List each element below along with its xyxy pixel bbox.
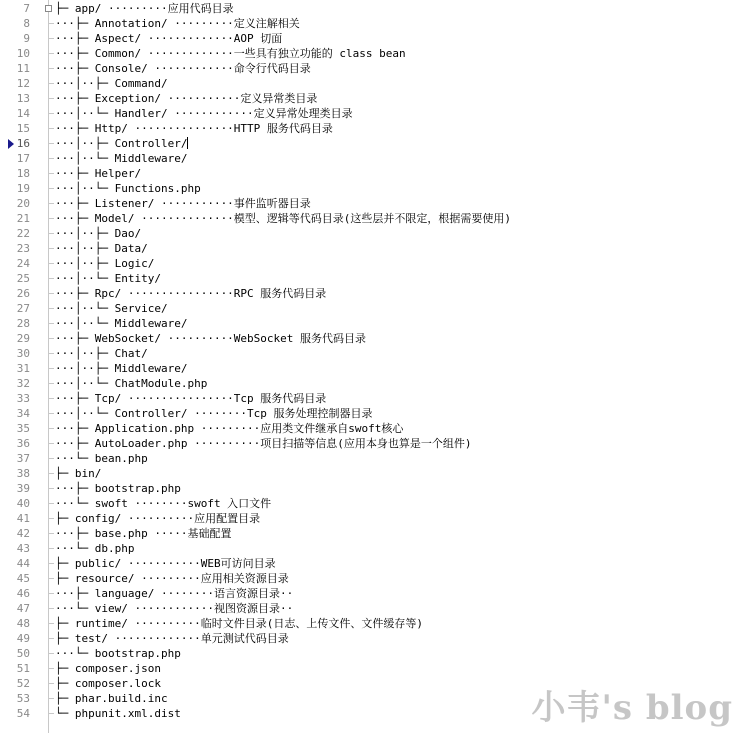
fold-guide-tick <box>48 113 54 114</box>
code-text[interactable] <box>55 706 181 721</box>
line-number: 12 <box>16 77 30 90</box>
code-text[interactable] <box>55 661 161 676</box>
fold-guide-tick <box>48 428 54 429</box>
code-line[interactable] <box>0 331 741 346</box>
fold-guide-tick <box>48 68 54 69</box>
code-text[interactable] <box>55 286 326 301</box>
code-text[interactable] <box>55 1 234 16</box>
fold-guide-tick <box>48 518 54 519</box>
fold-guide-tick <box>48 218 54 219</box>
code-line-text: ···├─ AutoLoader.php ··········项目扫描等信息(应用本身也算是一个组件) <box>55 437 472 450</box>
line-number: 33 <box>16 392 30 405</box>
code-line-text: ···└─ bootstrap.php <box>55 647 181 660</box>
line-number: 16 <box>16 137 30 150</box>
code-line[interactable] <box>0 586 741 601</box>
code-line-text: ···├─ Annotation/ ·········定义注解相关 <box>55 17 300 30</box>
code-text[interactable] <box>55 481 181 496</box>
fold-guide-tick <box>48 713 54 714</box>
code-line[interactable] <box>0 286 741 301</box>
code-line-text: ├─ app/ ·········应用代码目录 <box>55 2 234 15</box>
fold-guide-tick <box>48 383 54 384</box>
code-text[interactable] <box>55 436 472 451</box>
line-number: 11 <box>16 62 30 75</box>
code-text[interactable] <box>55 646 181 661</box>
line-number: 41 <box>16 512 30 525</box>
code-line-text: ···├─ Tcp/ ················Tcp 服务代码目录 <box>55 392 327 405</box>
line-number: 24 <box>16 257 30 270</box>
code-text[interactable] <box>55 166 141 181</box>
line-number: 26 <box>16 287 30 300</box>
line-number: 42 <box>16 527 30 540</box>
code-line[interactable] <box>0 571 741 586</box>
code-line[interactable] <box>0 76 741 91</box>
code-line[interactable] <box>0 646 741 661</box>
code-text[interactable] <box>55 211 511 226</box>
code-line-text: ···├─ WebSocket/ ··········WebSocket 服务代码目录 <box>55 332 367 345</box>
fold-guide-tick <box>48 248 54 249</box>
line-number: 50 <box>16 647 30 660</box>
fold-guide-tick <box>48 323 54 324</box>
code-line-text: ···├─ Model/ ··············模型、逻辑等代码目录(这些层并不限定，根据需要使用) <box>55 212 512 225</box>
code-text[interactable] <box>55 226 141 241</box>
code-line-text: ├─ test/ ·············单元测试代码目录 <box>55 632 289 645</box>
code-line-text: ···│··├─ Controller/ <box>55 137 188 150</box>
code-text[interactable] <box>55 526 231 541</box>
code-text[interactable] <box>55 46 406 61</box>
line-number: 7 <box>23 2 30 15</box>
code-line[interactable] <box>0 346 741 361</box>
line-number: 22 <box>16 227 30 240</box>
code-text[interactable] <box>55 91 317 106</box>
fold-guide-tick <box>48 278 54 279</box>
code-text[interactable] <box>55 346 148 361</box>
code-text[interactable] <box>55 451 148 466</box>
fold-guide-tick <box>48 503 54 504</box>
fold-guide-tick <box>48 173 54 174</box>
fold-guide-tick <box>48 668 54 669</box>
code-line-text: ├─ resource/ ·········应用相关资源目录 <box>55 572 289 585</box>
fold-guide-tick <box>48 83 54 84</box>
line-number: 54 <box>16 707 30 720</box>
fold-guide-tick <box>48 368 54 369</box>
code-line[interactable] <box>0 526 741 541</box>
code-text[interactable] <box>55 76 168 91</box>
code-line[interactable] <box>0 196 741 211</box>
code-text[interactable] <box>55 61 311 76</box>
code-line[interactable] <box>0 106 741 121</box>
fold-guide-tick <box>48 308 54 309</box>
fold-guide-tick <box>48 638 54 639</box>
fold-guide-tick <box>48 128 54 129</box>
code-line[interactable] <box>0 46 741 61</box>
code-line-text: ···│··└─ Middleware/ <box>55 152 188 165</box>
code-text[interactable] <box>55 691 168 706</box>
line-number: 8 <box>23 17 30 30</box>
code-line[interactable] <box>0 421 741 436</box>
code-text[interactable] <box>55 151 187 166</box>
code-line[interactable] <box>0 91 741 106</box>
code-line-text: ···├─ Common/ ·············一些具有独立功能的 class bean <box>55 47 406 60</box>
code-line-text: ···├─ Http/ ···············HTTP 服务代码目录 <box>55 122 333 135</box>
line-number: 10 <box>16 47 30 60</box>
code-line[interactable] <box>0 136 741 151</box>
code-line-text: ···│··└─ ChatModule.php <box>55 377 208 390</box>
code-text[interactable] <box>55 121 333 136</box>
code-line-text: ···│··├─ Dao/ <box>55 227 142 240</box>
fold-guide-tick <box>48 443 54 444</box>
fold-guide-tick <box>48 593 54 594</box>
code-line[interactable] <box>0 406 741 421</box>
code-line-text: ├─ runtime/ ··········临时文件目录(日志、上传文件、文件缓存等) <box>55 617 423 630</box>
fold-guide-tick <box>48 698 54 699</box>
code-line-text: ···├─ Rpc/ ················RPC 服务代码目录 <box>55 287 327 300</box>
code-text[interactable] <box>55 421 403 436</box>
code-line[interactable] <box>0 436 741 451</box>
fold-guide-tick <box>48 353 54 354</box>
fold-guide-tick <box>48 398 54 399</box>
code-line-text: ···├─ Exception/ ···········定义异常类目录 <box>55 92 318 105</box>
code-line-text: ···│··├─ Data/ <box>55 242 148 255</box>
code-text[interactable] <box>55 496 271 511</box>
fold-guide-tick <box>48 548 54 549</box>
code-line[interactable] <box>0 226 741 241</box>
line-number: 14 <box>16 107 30 120</box>
fold-guide-tick <box>48 293 54 294</box>
fold-guide-tick <box>48 623 54 624</box>
code-line[interactable] <box>0 541 741 556</box>
code-line-text: ···│··└─ Entity/ <box>55 272 161 285</box>
line-number: 49 <box>16 632 30 645</box>
fold-guide-tick <box>48 158 54 159</box>
code-line[interactable] <box>0 1 741 16</box>
line-number: 19 <box>16 182 30 195</box>
code-line-text: ├─ composer.json <box>55 662 161 675</box>
code-line-text: ···├─ Application.php ·········应用类文件继承自swoft核心 <box>55 422 404 435</box>
line-number: 35 <box>16 422 30 435</box>
line-number: 51 <box>16 662 30 675</box>
code-text[interactable] <box>55 136 188 151</box>
text-caret <box>187 137 188 149</box>
line-number: 13 <box>16 92 30 105</box>
code-line[interactable] <box>0 466 741 481</box>
fold-guide-tick <box>48 338 54 339</box>
fold-guide-tick <box>48 488 54 489</box>
code-line-text: ···│··├─ Command/ <box>55 77 168 90</box>
code-line-text: ├─ public/ ···········WEB可访问目录 <box>55 557 276 570</box>
code-text[interactable] <box>55 391 326 406</box>
code-line-text: ···└─ view/ ············视图资源目录·· <box>55 602 294 615</box>
code-line-text: ├─ config/ ··········应用配置目录 <box>55 512 261 525</box>
code-line[interactable] <box>0 616 741 631</box>
code-line-text: ···│··└─ Middleware/ <box>55 317 188 330</box>
code-text[interactable] <box>55 331 366 346</box>
line-number: 15 <box>16 122 30 135</box>
fold-guide-tick <box>48 578 54 579</box>
code-line-text: ···│··├─ Chat/ <box>55 347 148 360</box>
code-line[interactable] <box>0 241 741 256</box>
fold-guide-tick <box>48 233 54 234</box>
code-line-text: ···├─ Aspect/ ·············AOP 切面 <box>55 32 283 45</box>
code-text[interactable] <box>55 256 154 271</box>
code-text[interactable] <box>55 361 187 376</box>
code-line[interactable] <box>0 16 741 31</box>
code-text[interactable] <box>55 106 353 121</box>
code-line[interactable] <box>0 61 741 76</box>
fold-guide-tick <box>48 53 54 54</box>
line-number: 38 <box>16 467 30 480</box>
code-line[interactable] <box>0 391 741 406</box>
code-line-text: ├─ phar.build.inc <box>55 692 168 705</box>
code-text[interactable] <box>55 571 289 586</box>
line-number: 44 <box>16 557 30 570</box>
code-text[interactable] <box>55 616 423 631</box>
line-number: 20 <box>16 197 30 210</box>
code-line[interactable] <box>0 151 741 166</box>
code-line-text: ···│··└─ Handler/ ············定义异常处理类目录 <box>55 107 353 120</box>
line-number: 46 <box>16 587 30 600</box>
code-line[interactable] <box>0 121 741 136</box>
code-text[interactable] <box>55 301 168 316</box>
code-text[interactable] <box>55 31 282 46</box>
code-line-text: ···│··├─ Middleware/ <box>55 362 188 375</box>
code-text[interactable] <box>55 196 311 211</box>
line-number: 23 <box>16 242 30 255</box>
code-text[interactable] <box>55 586 293 601</box>
code-text[interactable] <box>55 556 276 571</box>
line-number: 32 <box>16 377 30 390</box>
line-number: 45 <box>16 572 30 585</box>
code-line[interactable] <box>0 556 741 571</box>
line-number: 37 <box>16 452 30 465</box>
code-text[interactable] <box>55 631 289 646</box>
fold-guide-tick <box>48 23 54 24</box>
fold-guide-tick <box>48 188 54 189</box>
line-number: 53 <box>16 692 30 705</box>
fold-toggle-icon[interactable] <box>45 5 52 12</box>
code-line-text: ···├─ Helper/ <box>55 167 142 180</box>
code-line-text: ···└─ db.php <box>55 542 135 555</box>
code-line-text: ···├─ Console/ ············命令行代码目录 <box>55 62 311 75</box>
code-line[interactable] <box>0 166 741 181</box>
code-line-text: ···└─ bean.php <box>55 452 148 465</box>
line-number: 21 <box>16 212 30 225</box>
fold-guide-tick <box>48 38 54 39</box>
code-line-text: ···├─ language/ ········语言资源目录·· <box>55 587 294 600</box>
line-number: 17 <box>16 152 30 165</box>
line-number: 39 <box>16 482 30 495</box>
code-text[interactable] <box>55 406 373 421</box>
code-line[interactable] <box>0 511 741 526</box>
code-line-text: ···├─ bootstrap.php <box>55 482 181 495</box>
code-line-text: ···│··└─ Controller/ ········Tcp 服务处理控制器目录 <box>55 407 373 420</box>
fold-guide-tick <box>48 608 54 609</box>
code-line[interactable] <box>0 181 741 196</box>
fold-guide-tick <box>48 563 54 564</box>
fold-guide-tick <box>48 413 54 414</box>
line-number: 25 <box>16 272 30 285</box>
line-number: 18 <box>16 167 30 180</box>
line-number: 43 <box>16 542 30 555</box>
code-line-text: ···│··├─ Logic/ <box>55 257 155 270</box>
code-text[interactable] <box>55 376 207 391</box>
watermark: 小韦's blog <box>531 688 733 728</box>
line-number: 30 <box>16 347 30 360</box>
line-number: 52 <box>16 677 30 690</box>
code-text[interactable] <box>55 271 161 286</box>
code-line-text: ···│··└─ Functions.php <box>55 182 201 195</box>
code-text[interactable] <box>55 601 293 616</box>
line-number: 27 <box>16 302 30 315</box>
code-text[interactable] <box>55 181 201 196</box>
code-line[interactable] <box>0 496 741 511</box>
line-number: 31 <box>16 362 30 375</box>
code-text[interactable] <box>55 541 134 556</box>
fold-guide-tick <box>48 98 54 99</box>
code-lines[interactable] <box>0 1 741 721</box>
code-line[interactable] <box>0 631 741 646</box>
code-line-text: ├─ bin/ <box>55 467 102 480</box>
line-number: 29 <box>16 332 30 345</box>
fold-guide-tick <box>48 683 54 684</box>
code-line[interactable] <box>0 211 741 226</box>
fold-guide-tick <box>48 533 54 534</box>
code-text[interactable] <box>55 241 148 256</box>
fold-guide-tick <box>48 458 54 459</box>
line-number: 28 <box>16 317 30 330</box>
code-line[interactable] <box>0 481 741 496</box>
code-line-text: ├─ composer.lock <box>55 677 161 690</box>
line-number: 36 <box>16 437 30 450</box>
line-number: 9 <box>23 32 30 45</box>
code-line[interactable] <box>0 361 741 376</box>
code-line[interactable] <box>0 661 741 676</box>
code-text[interactable] <box>55 676 161 691</box>
code-line[interactable] <box>0 301 741 316</box>
code-line[interactable] <box>0 376 741 391</box>
line-number: 40 <box>16 497 30 510</box>
code-line-text: └─ phpunit.xml.dist <box>55 707 181 720</box>
fold-guide-tick <box>48 473 54 474</box>
code-line[interactable] <box>0 316 741 331</box>
fold-guide-tick <box>48 653 54 654</box>
code-line[interactable] <box>0 451 741 466</box>
code-text[interactable] <box>55 466 101 481</box>
fold-guide-tick <box>48 143 54 144</box>
code-line-text: ···│··└─ Service/ <box>55 302 168 315</box>
code-line-text: ···├─ base.php ·····基础配置 <box>55 527 232 540</box>
code-line-text: ···├─ Listener/ ···········事件监听器目录 <box>55 197 311 210</box>
fold-guide-tick <box>48 203 54 204</box>
code-text[interactable] <box>55 511 260 526</box>
code-line-text: ···└─ swoft ········swoft 入口文件 <box>55 497 272 510</box>
code-text[interactable] <box>55 316 187 331</box>
code-line[interactable] <box>0 601 741 616</box>
code-line[interactable] <box>0 256 741 271</box>
line-number: 34 <box>16 407 30 420</box>
line-number: 47 <box>16 602 30 615</box>
fold-guide-tick <box>48 263 54 264</box>
line-number: 48 <box>16 617 30 630</box>
code-text[interactable] <box>55 16 300 31</box>
code-line[interactable] <box>0 271 741 286</box>
code-line[interactable] <box>0 31 741 46</box>
